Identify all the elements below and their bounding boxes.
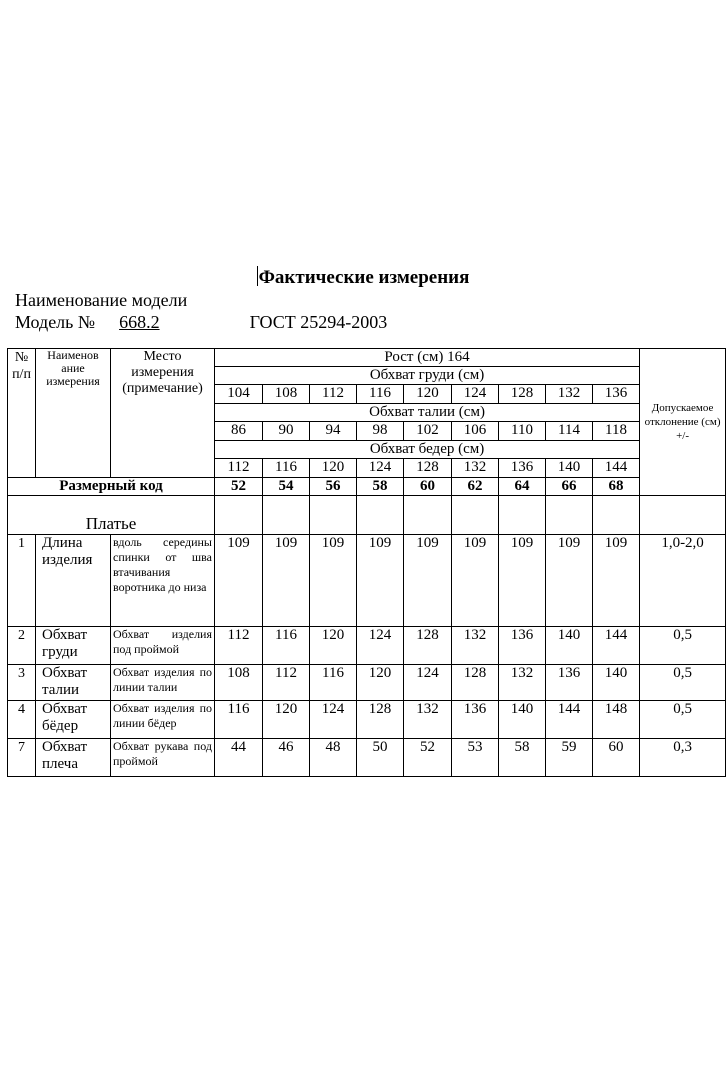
measurement-row	[8, 535, 726, 627]
row-number: 3	[8, 665, 36, 701]
measurement-value: 124	[310, 701, 357, 739]
measurement-value: 109	[546, 535, 593, 627]
measurement-place: вдоль середины спинки от шва втачивания воротника до низа	[111, 535, 215, 627]
measurement-value: 136	[452, 701, 499, 739]
measurement-value: 120	[357, 665, 404, 701]
measurement-value: 46	[263, 739, 310, 777]
text-cursor	[257, 266, 258, 286]
size-code-value: 68	[593, 478, 640, 496]
measurement-value: 132	[452, 627, 499, 665]
size-code-value: 54	[263, 478, 310, 496]
measurement-value: 144	[546, 701, 593, 739]
chest-value: 124	[452, 385, 499, 404]
size-code-value: 58	[357, 478, 404, 496]
measurement-value: 108	[215, 665, 263, 701]
size-code-value: 62	[452, 478, 499, 496]
table-body	[8, 349, 726, 777]
chest-value: 116	[357, 385, 404, 404]
hips-value: 140	[546, 459, 593, 478]
waist-value: 90	[263, 422, 310, 441]
measurement-value: 132	[499, 665, 546, 701]
chest-value: 112	[310, 385, 357, 404]
waist-value: 114	[546, 422, 593, 441]
section-empty-cell	[640, 496, 726, 535]
measurement-value: 50	[357, 739, 404, 777]
measurement-value: 140	[546, 627, 593, 665]
row-number: 7	[8, 739, 36, 777]
size-code-row	[8, 478, 726, 496]
waist-value: 94	[310, 422, 357, 441]
measurement-tolerance: 0,5	[640, 665, 726, 701]
measurement-value: 109	[357, 535, 404, 627]
hips-value: 136	[499, 459, 546, 478]
size-code-value: 66	[546, 478, 593, 496]
hips-value: 128	[404, 459, 452, 478]
measurement-value: 116	[310, 665, 357, 701]
model-number-label: Модель №	[15, 312, 96, 332]
measurement-value: 112	[263, 665, 310, 701]
measurements-table	[7, 348, 726, 777]
measurement-tolerance: 0,5	[640, 701, 726, 739]
section-empty-cell	[593, 496, 640, 535]
section-row	[8, 496, 726, 535]
chest-value: 136	[593, 385, 640, 404]
measurement-value: 128	[357, 701, 404, 739]
measurement-value: 109	[215, 535, 263, 627]
size-code-value: 56	[310, 478, 357, 496]
hips-value: 124	[357, 459, 404, 478]
measurement-name: Обхват талии	[36, 665, 111, 701]
measurement-value: 58	[499, 739, 546, 777]
measurement-name: Обхват плеча	[36, 739, 111, 777]
measurement-value: 53	[452, 739, 499, 777]
measurement-value: 128	[452, 665, 499, 701]
place-col-header: Место измерения (примечание)	[111, 349, 215, 478]
measurement-value: 136	[546, 665, 593, 701]
size-code-value: 64	[499, 478, 546, 496]
measurement-value: 144	[593, 627, 640, 665]
measurement-value: 59	[546, 739, 593, 777]
measurement-row	[8, 739, 726, 777]
measurement-value: 124	[357, 627, 404, 665]
measurement-name: Длина изделия	[36, 535, 111, 627]
measurement-value: 109	[499, 535, 546, 627]
size-code-label: Размерный код	[8, 478, 215, 496]
measurement-value: 48	[310, 739, 357, 777]
chest-header: Обхват груди (см)	[215, 367, 640, 385]
height-header: Рост (см) 164	[215, 349, 640, 367]
measurement-row	[8, 665, 726, 701]
model-number-line	[15, 312, 387, 333]
measurement-value: 44	[215, 739, 263, 777]
hips-header: Обхват бедер (см)	[215, 441, 640, 459]
section-empty-cell	[215, 496, 263, 535]
measurement-place: Обхват изделия по линии бёдер	[111, 701, 215, 739]
waist-value: 110	[499, 422, 546, 441]
waist-value: 98	[357, 422, 404, 441]
num-col-header: № п/п	[8, 349, 36, 478]
hips-value: 120	[310, 459, 357, 478]
measurement-row	[8, 627, 726, 665]
hips-value: 112	[215, 459, 263, 478]
waist-value: 102	[404, 422, 452, 441]
chest-value: 132	[546, 385, 593, 404]
measurement-value: 140	[593, 665, 640, 701]
section-empty-cell	[404, 496, 452, 535]
measurement-value: 128	[404, 627, 452, 665]
measurement-value: 109	[263, 535, 310, 627]
measurement-value: 116	[263, 627, 310, 665]
section-empty-cell	[546, 496, 593, 535]
model-number: 668.2	[119, 312, 160, 332]
size-code-value: 60	[404, 478, 452, 496]
measurement-value: 109	[452, 535, 499, 627]
measurement-tolerance: 0,5	[640, 627, 726, 665]
measurement-value: 116	[215, 701, 263, 739]
measurement-value: 132	[404, 701, 452, 739]
waist-value: 86	[215, 422, 263, 441]
measurement-place: Обхват изделия по линии талии	[111, 665, 215, 701]
measurement-value: 60	[593, 739, 640, 777]
measurement-tolerance: 0,3	[640, 739, 726, 777]
measurement-value: 109	[593, 535, 640, 627]
measurement-value: 148	[593, 701, 640, 739]
section-title: Платье	[8, 496, 215, 535]
waist-value: 106	[452, 422, 499, 441]
chest-value: 128	[499, 385, 546, 404]
name-col-header: Наименов ание измерения	[36, 349, 111, 478]
hips-value: 144	[593, 459, 640, 478]
section-empty-cell	[310, 496, 357, 535]
waist-value: 118	[593, 422, 640, 441]
section-empty-cell	[452, 496, 499, 535]
waist-header: Обхват талии (см)	[215, 404, 640, 422]
measurement-row	[8, 701, 726, 739]
hips-value: 116	[263, 459, 310, 478]
row-number: 4	[8, 701, 36, 739]
measurement-value: 136	[499, 627, 546, 665]
model-name-label: Наименование модели	[15, 290, 188, 310]
measurement-name: Обхват бёдер	[36, 701, 111, 739]
measurement-value: 109	[404, 535, 452, 627]
measurement-place: Обхват рукава под проймой	[111, 739, 215, 777]
measurement-value: 140	[499, 701, 546, 739]
measurement-place: Обхват изделия под проймой	[111, 627, 215, 665]
measurement-tolerance: 1,0-2,0	[640, 535, 726, 627]
section-empty-cell	[357, 496, 404, 535]
measurement-value: 120	[263, 701, 310, 739]
section-empty-cell	[263, 496, 310, 535]
section-empty-cell	[499, 496, 546, 535]
measurement-value: 120	[310, 627, 357, 665]
chest-value: 104	[215, 385, 263, 404]
measurement-name: Обхват груди	[36, 627, 111, 665]
measurement-value: 52	[404, 739, 452, 777]
hips-value: 132	[452, 459, 499, 478]
row-number: 2	[8, 627, 36, 665]
tolerance-col-header: Допускаемое отклонение (см) +/-	[640, 349, 726, 496]
document-title: Фактические измерения	[258, 267, 470, 288]
measurement-value: 112	[215, 627, 263, 665]
row-number: 1	[8, 535, 36, 627]
chest-value: 108	[263, 385, 310, 404]
size-code-value: 52	[215, 478, 263, 496]
gost-standard: ГОСТ 25294-2003	[249, 312, 388, 332]
measurement-value: 124	[404, 665, 452, 701]
chest-value: 120	[404, 385, 452, 404]
measurement-value: 109	[310, 535, 357, 627]
